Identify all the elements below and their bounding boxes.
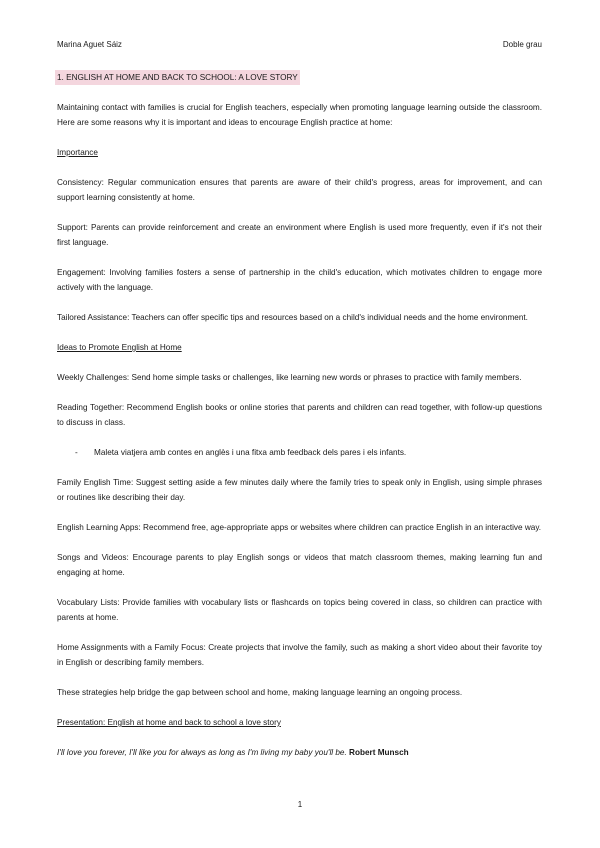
idea-item: English Learning Apps: Recommend free, age-appropriate apps or websites where children can practice English in an interactive way. (57, 523, 542, 532)
quote-author: Robert Munsch (349, 748, 409, 757)
quote-text: I'll love you forever, I'll like you for always as long as I'm living my baby you'll be. (57, 748, 347, 757)
page-number: 1 (297, 800, 303, 809)
idea-item: Home Assignments with a Family Focus: Create projects that involve the family, such as making a short video about their favorite toy in English or describing family members. (57, 643, 542, 667)
idea-item: Family English Time: Suggest setting aside a few minutes daily where the family tries to speak only in English, using simple phrases or routines like describing their day. (57, 478, 542, 502)
bullet-item (75, 445, 542, 460)
section-title: 1. ENGLISH AT HOME AND BACK TO SCHOOL: A LOVE STORY (55, 70, 300, 85)
idea-item: Vocabulary Lists: Provide families with vocabulary lists or flashcards on topics being covered in class, so children can practice with parents at home. (57, 598, 542, 622)
quote (57, 745, 542, 760)
importance-item: Consistency: Regular communication ensures that parents are aware of their child's progress, areas for improvement, and can support learning consistently at home. (57, 178, 542, 202)
importance-heading: Importance (57, 148, 98, 157)
importance-item: Engagement: Involving families fosters a sense of partnership in the child's education, which motivates children to engage more actively with the language. (57, 268, 542, 292)
importance-item: Support: Parents can provide reinforcement and create an environment where English is used more frequently, even if it's not their first language. (57, 223, 542, 247)
idea-item: Songs and Videos: Encourage parents to play English songs or videos that match classroom themes, making learning fun and engaging at home. (57, 553, 542, 577)
conclusion-paragraph: These strategies help bridge the gap between school and home, making language learning an ongoing process. (57, 688, 463, 697)
bullet-marker: - (75, 448, 78, 457)
importance-item: Tailored Assistance: Teachers can offer specific tips and resources based on a child's individual needs and the home environment. (57, 313, 528, 322)
ideas-heading: Ideas to Promote English at Home (57, 343, 182, 352)
intro-paragraph: Maintaining contact with families is crucial for English teachers, especially when promoting language learning outside the classroom. Here are some reasons why it is important and ideas to encourage English practice at home: (57, 103, 542, 127)
bullet-text: Maleta viatjera amb contes en anglès i una fitxa amb feedback dels pares i els infants. (94, 448, 407, 457)
header-course: Doble grau (502, 40, 542, 49)
idea-item: Reading Together: Recommend English books or online stories that parents and children can read together, with follow-up questions to discuss in class. (57, 403, 542, 427)
idea-item: Weekly Challenges: Send home simple tasks or challenges, like learning new words or phrases to practice with family members. (57, 373, 522, 382)
presentation-heading: Presentation: English at home and back to school a love story (57, 718, 281, 727)
document-body (57, 70, 542, 760)
header-author: Marina Aguet Sáiz (57, 40, 122, 49)
